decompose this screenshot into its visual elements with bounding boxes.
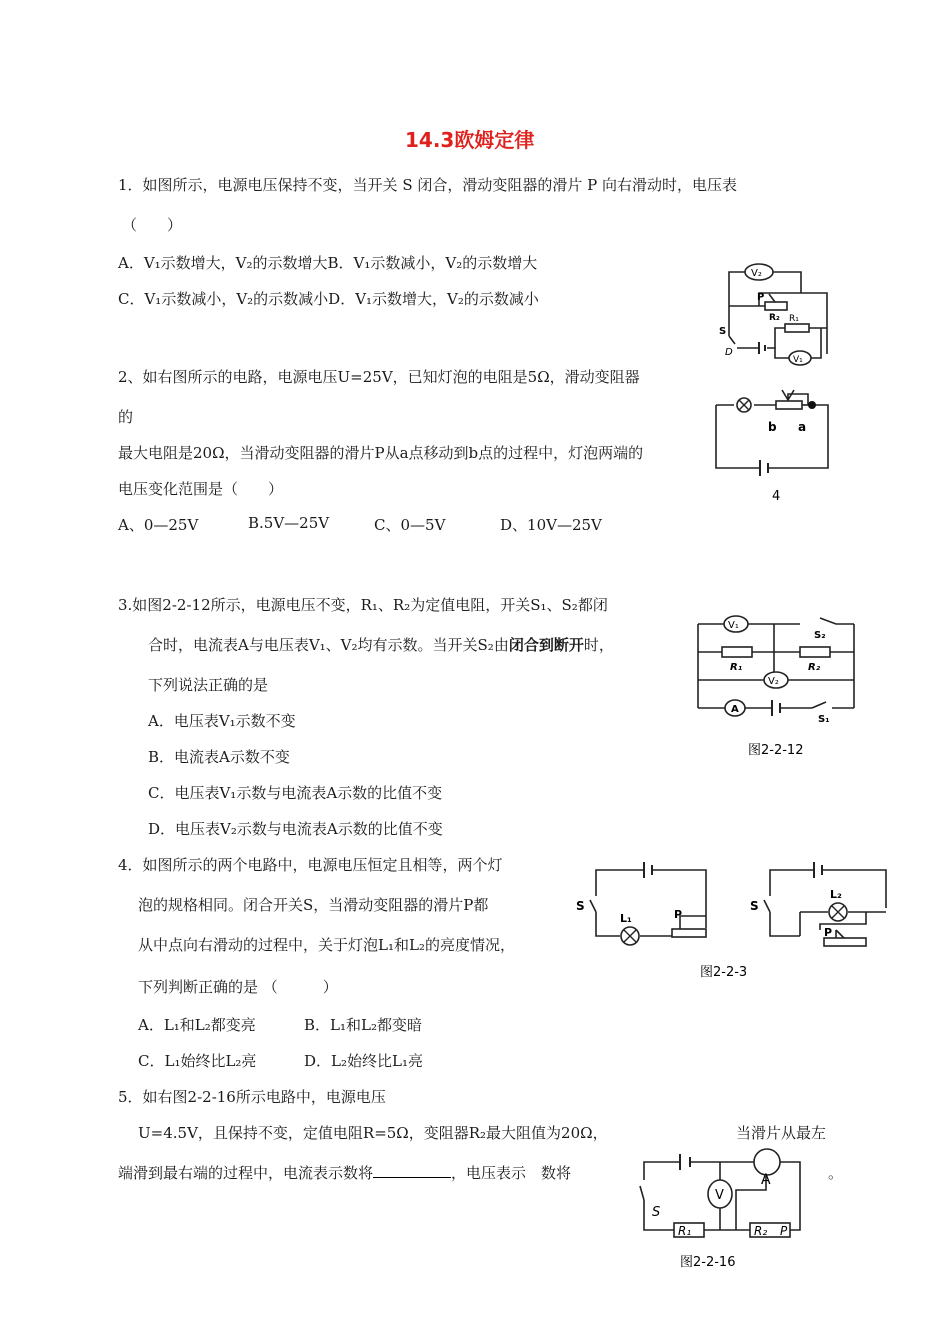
q1-options-ab: A．V₁示数增大，V₂的示数增大B．V₁示数减小，V₂的示数增大 <box>118 254 538 272</box>
q2-line-1: 2、如右图所示的电路，电源电压U=25V，已知灯泡的电阻是5Ω，滑动变阻器 <box>118 368 640 386</box>
resistor-r1-symbol <box>722 647 752 657</box>
q5-line-3b: ，电压表示 数将 <box>451 1164 572 1182</box>
resistor-r2-symbol <box>765 302 787 310</box>
fig1-label-v2: V₂ <box>751 268 762 279</box>
battery-symbol <box>680 1154 690 1170</box>
q5-line-3c: 。 <box>828 1164 844 1182</box>
fig4-label-s-right: S <box>750 899 759 913</box>
q4-line-2: 泡的规格相同。闭合开关S，当滑动变阻器的滑片P都 <box>138 896 489 914</box>
q1-paren: （ ） <box>122 216 183 234</box>
fig1-label-d: D <box>725 347 733 358</box>
battery-2-symbol <box>814 862 822 878</box>
terminal-dot-symbol <box>808 401 816 409</box>
q4-option-d: D．L₂始终比L₁亮 <box>304 1052 423 1070</box>
fig3-label-r1: R₁ <box>730 662 743 673</box>
fig5-label-s: S <box>652 1205 661 1220</box>
slider-arrow-symbol <box>769 294 775 302</box>
fig5-label-r2: R₂ <box>754 1224 768 1238</box>
fig1-label-s: S <box>719 326 727 337</box>
q2-line-3: 最大电阻是20Ω，当滑动变阻器的滑片P从a点移动到b点的过程中，灯泡两端的 <box>118 444 644 462</box>
q4-line-1: 4．如图所示的两个电路中，电源电压恒定且相等，两个灯 <box>118 856 503 874</box>
q4-line-4: 下列判断正确的是 （ ） <box>138 978 338 996</box>
q5-line-2b: 当滑片从最左 <box>736 1124 827 1142</box>
fig3-label-r2: R₂ <box>808 662 821 673</box>
battery-symbol <box>759 342 765 354</box>
resistor-r2-symbol <box>800 647 830 657</box>
q3-line-1: 3.如图2-2-12所示，电源电压不变，R₁、R₂为定值电阻，开关S₁、S₂都闭 <box>118 596 608 614</box>
fig2-label-a: a <box>798 420 807 434</box>
battery-1-symbol <box>644 862 652 878</box>
fig4-label-p-right: P <box>824 926 833 939</box>
q2-option-d: D、10V—25V <box>500 516 602 534</box>
fig3-label-a: A <box>731 704 739 715</box>
battery-symbol <box>760 460 768 476</box>
fig5-label-p: P <box>780 1224 788 1238</box>
fig4-label-s-left: S <box>576 899 585 913</box>
q2-circuit-diagram <box>712 386 834 504</box>
fig3-label-v2: V₂ <box>768 676 779 687</box>
q4-option-a: A．L₁和L₂都变亮 <box>138 1016 256 1034</box>
q4-line-3: 从中点向右滑动的过程中，关于灯泡L₁和L₂的亮度情况， <box>138 936 515 954</box>
q2-line-4: 电压变化范围是（ ） <box>118 480 284 498</box>
rheostat-symbol <box>776 401 802 409</box>
q5-line-3 <box>118 1162 571 1183</box>
q3-option-c: C．电压表V₁示数与电流表A示数的比值不变 <box>148 784 443 802</box>
fig5-caption: 图2-2-16 <box>680 1255 736 1270</box>
fig5-label-r1: R₁ <box>678 1224 692 1238</box>
fig1-label-r1: R₁ <box>789 314 799 324</box>
q1-stem: 1．如图所示，电源电压保持不变，当开关 S 闭合，滑动变阻器的滑片 P 向右滑动时，电压表 <box>118 176 737 194</box>
q5-line-2: U=4.5V，且保持不变，定值电阻R=5Ω，变阻器R₂最大阻值为20Ω， <box>138 1124 608 1142</box>
fig1-label-p: P <box>757 292 765 303</box>
rheostat-2-symbol <box>824 938 866 946</box>
fig1-label-v1: V₁ <box>793 355 803 365</box>
fig5-label-v: V <box>715 1188 724 1203</box>
fig3-label-v1: V₁ <box>728 620 739 631</box>
fig3-label-s2: S₂ <box>814 630 826 641</box>
fig3-label-s1: S₁ <box>818 714 830 725</box>
fig3-caption: 图2-2-12 <box>748 743 804 758</box>
q4-circuit-diagrams <box>574 856 890 986</box>
fig2-label-b: b <box>768 420 777 434</box>
q1-circuit-diagram <box>715 258 855 370</box>
q5-line-1: 5．如右图2-2-16所示电路中，电源电压 <box>118 1088 386 1106</box>
q2-option-c: C、0—5V <box>374 516 446 534</box>
q2-line-2: 的 <box>118 408 134 426</box>
battery-symbol <box>772 700 780 716</box>
fig4-label-l2: L₂ <box>830 888 842 901</box>
fig5-label-a: A <box>761 1172 771 1188</box>
fig4-caption: 图2-2-3 <box>700 965 748 980</box>
q3-option-b: B．电流表A示数不变 <box>148 748 290 766</box>
q2-option-b: B.5V—25V <box>248 514 330 532</box>
q5-answer-blank[interactable] <box>373 1163 451 1178</box>
fig2-caption: 4 <box>772 489 781 504</box>
q3-line-2b: 闭合到断开 <box>508 636 584 654</box>
rheostat-1-symbol <box>672 929 706 937</box>
q4-option-c: C．L₁始终比L₂亮 <box>138 1052 257 1070</box>
q1-options-cd: C．V₁示数减小，V₂的示数减小D．V₁示数增大，V₂的示数减小 <box>118 290 539 308</box>
q3-circuit-diagram <box>696 612 858 762</box>
slider-2-symbol <box>836 930 844 938</box>
page-title: 14.3欧姆定律 <box>405 128 535 152</box>
resistor-r1-symbol <box>785 324 809 332</box>
q3-line-2 <box>148 634 614 655</box>
q2-option-a: A、0—25V <box>118 516 199 534</box>
q4-option-b: B．L₁和L₂都变暗 <box>304 1016 422 1034</box>
q5-circuit-diagram <box>640 1150 820 1272</box>
q3-line-2c: 时， <box>583 636 614 654</box>
fig4-label-l1: L₁ <box>620 912 632 925</box>
q3-option-d: D．电压表V₂示数与电流表A示数的比值不变 <box>148 820 443 838</box>
fig1-label-r2: R₂ <box>769 313 780 323</box>
q3-line-3: 下列说法正确的是 <box>148 676 269 694</box>
q3-line-2a: 合时，电流表A与电压表V₁、V₂均有示数。当开关S₂由 <box>148 636 509 654</box>
q5-line-3a: 端滑到最右端的过程中，电流表示数将 <box>118 1164 374 1182</box>
q3-option-a: A．电压表V₁示数不变 <box>148 712 296 730</box>
fig4-label-p-left: P <box>674 908 683 921</box>
